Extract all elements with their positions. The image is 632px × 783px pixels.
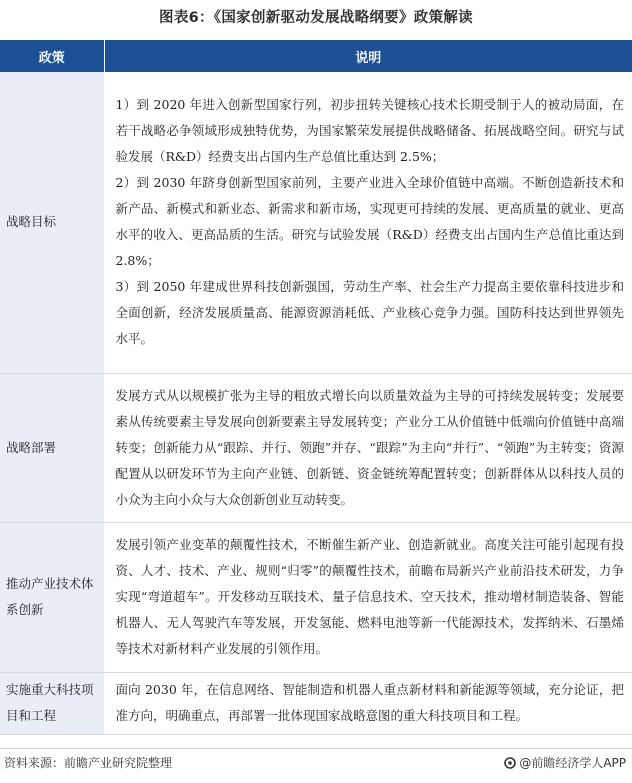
- description-paragraph: 3）到 2050 年建成世界科技创新强国，劳动生产率、社会生产力提高主要依靠科技进步和全面创新，经济发展质量高、能源资源消耗低、产业核心竞争力强。国防科技达到世界领先水平。: [115, 279, 624, 347]
- description-cell: [104, 672, 632, 734]
- description-paragraph: 发展引领产业变革的颠覆性技术，不断催生新产业、创造新就业。高度关注可能引起现有投资、人才、技术、产业、规则“归零”的颠覆性技术，前瞻布局新兴产业前沿技术研发，力争实现“弯道超车”。开发移动互联技术、量子信息技术、空天技术，推动增材制造装备、智能机器人、无人驾驶汽车等发展，开发氢能、燃料电池等新一代能源技术，发挥纳米、石墨烯等技术对新材料产业发展的引领作用。: [115, 537, 624, 656]
- description-paragraph: 1）到 2020 年进入创新型国家行列，初步扭转关键核心技术长期受制于人的被动局面，在若干战略必争领域形成独特优势，为国家繁荣发展提供战略储备、拓展战略空间。研究与试验发展（R&D）经费支出占国内生产总值比重达到 2.5%；: [115, 97, 624, 165]
- policy-table: [0, 40, 632, 735]
- table-header-row: [0, 40, 632, 72]
- description-paragraph: 发展方式从以规模扩张为主导的粗放式增长向以质量效益为主导的可持续发展转变；发展要素从传统要素主导发展向创新要素主导发展转变；产业分工从价值链中低端向价值链中高端转变；创新能力从“跟踪、并行、领跑”并存、“跟踪”为主向“并行”、“领跑”为主转变；资源配置从以研发环节为主向产业链、创新链、资金链统筹配置转变；创新群体从以科技人员的小众为主向小众与大众创新创业互动转变。: [115, 387, 624, 507]
- brand-label: @前瞻经济学人APP: [519, 756, 626, 770]
- description-cell: [104, 373, 632, 522]
- header-policy: 政策: [0, 40, 104, 72]
- brand-attribution: [504, 754, 626, 771]
- header-description: 说明: [104, 40, 632, 72]
- source-note: 资料来源：前瞻产业研究院整理: [4, 756, 173, 770]
- policy-cell: 战略部署: [0, 373, 104, 522]
- description-paragraph: 2）到 2030 年跻身创新型国家前列，主要产业进入全球价值链中高端。不断创造新技术和新产品、新模式和新业态、新需求和新市场，实现更可持续的发展、更高质量的就业、更高水平的收入、更高品质的生活。研究与试验发展（R&D）经费支出占国内生产总值比重达到 2.8%；: [115, 175, 624, 269]
- table-row: [0, 72, 632, 373]
- chart-title: 图表6：《国家创新驱动发展战略纲要》政策解读: [159, 10, 473, 26]
- description-paragraph: 面向 2030 年，在信息网络、智能制造和机器人重点新材料和新能源等领域，充分论证，把准方向，明确重点，再部署一批体现国家战略意图的重大科技项目和工程。: [115, 682, 624, 723]
- description-cell: [104, 72, 632, 373]
- table-row: [0, 373, 632, 522]
- policy-cell: 战略目标: [0, 72, 104, 373]
- footer: [0, 748, 632, 783]
- table-row: [0, 522, 632, 672]
- table-row: [0, 672, 632, 734]
- brand-logo-icon: [504, 757, 516, 769]
- policy-cell: 实施重大科技项目和工程: [0, 672, 104, 734]
- description-cell: [104, 522, 632, 672]
- policy-cell: 推动产业技术体系创新: [0, 522, 104, 672]
